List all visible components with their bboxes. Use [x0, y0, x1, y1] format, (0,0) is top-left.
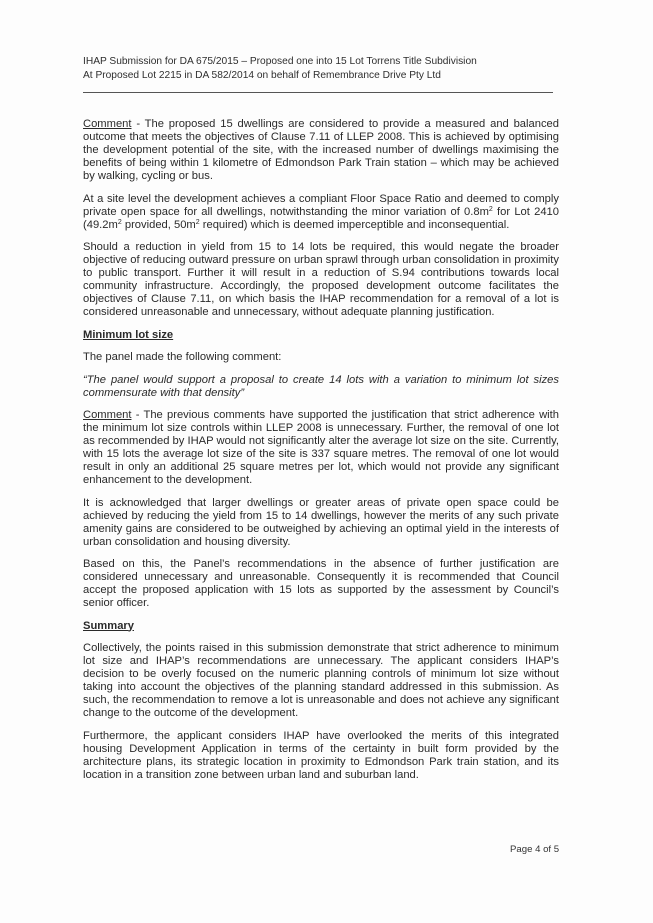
- paragraph-panel-comment: The panel made the following comment:: [83, 351, 282, 363]
- heading-minimum-lot-size: Minimum lot size: [83, 328, 174, 341]
- header-line-1: IHAP Submission for DA 675/2015 – Proposed one into 15 Lot Torrens Title Subdivision: [83, 56, 477, 67]
- header-line-2: At Proposed Lot 2215 in DA 582/2014 on behalf of Remembrance Drive Pty Ltd: [83, 69, 441, 81]
- paragraph-recommendation: Based on this, the Panel’s recommendations in the absence of further justification are considered unnecessary and unreasonable. Consequently it is recommended that Council accept the proposed application with 15 lots as supported by the assessment by Council’s senior officer.: [83, 558, 559, 609]
- paragraph-text: - The proposed 15 dwellings are considered to provide a measured and balanced outcome that meets the objectives of Clause 7.11 of LLEP 2008. This is achieved by optimising the development potential of the site, with the increased number of dwellings maximising the benefits of being within 1 kilometre of Edmondson Park Train station – which may be achieved by walking, cycling or bus.: [83, 118, 559, 182]
- document-body: [83, 118, 559, 791]
- paragraph-text: required) which is deemed imperceptible and inconsequential.: [199, 218, 510, 231]
- header-divider: [83, 92, 553, 93]
- comment-label: Comment: [83, 118, 132, 130]
- paragraph-text: provided, 50m: [121, 218, 196, 231]
- page-header: [83, 55, 553, 82]
- paragraph-yield-reduction: Should a reduction in yield from 15 to 14 lots be required, this would negate the broader objective of reducing outward pressure on urban sprawl through urban consolidation in proximity to public transport. Further it will result in a reduction of S.94 contributions towards local community infrastructure. Accordingly, the proposed development outcome facilitates the objectives of Clause 7.11, on which basis the IHAP recommendation for a removal of a lot is considered unreasonable and unnecessary, without adequate planning justification.: [83, 241, 559, 318]
- paragraph-larger-dwellings: It is acknowledged that larger dwellings or greater areas of private open space could be achieved by reducing the yield from 15 to 14 dwellings, however the merits of any such private amenity gains are considered to be outweighed by achieving an optimal yield in the interests of urban consolidation and housing diversity.: [83, 496, 559, 548]
- paragraph-comment-2: [83, 409, 559, 487]
- paragraph-site-level: [83, 193, 559, 232]
- paragraph-text: for Lot 2410 (49.2m: [83, 205, 559, 231]
- panel-quote: “The panel would support a proposal to create 14 lots with a variation to minimum lot sizes commensurate with that density”: [83, 373, 559, 399]
- paragraph-text: At a site level the development achieves a compliant Floor Space Ratio and deemed to comply private open space for all dwellings, notwithstanding the minor variation of 0.8m: [83, 192, 559, 218]
- paragraph-furthermore: Furthermore, the applicant considers IHAP have overlooked the merits of this integrated housing Development Application in terms of the certainty in built form provided by the architecture plans, its strategic location in proximity to Edmondson Park train station, and its location in a transition zone between urban land and suburban land.: [83, 729, 559, 781]
- comment-label: Comment: [83, 409, 132, 421]
- paragraph-comment-1: [83, 118, 559, 183]
- superscript: 2: [195, 218, 200, 226]
- paragraph-summary: Collectively, the points raised in this submission demonstrate that strict adherence to minimum lot size and IHAP’s recommendations are unnecessary. The applicant considers IHAP’s decision to be overly focused on the numeric planning controls of minimum lot size without taking into account the objectives of the planning standard addressed in this submission. As such, the recommendation to remove a lot is unreasonable and does not achieve any significant change to the outcome of the development.: [83, 642, 559, 719]
- superscript: 2: [488, 205, 493, 213]
- paragraph-text: - The previous comments have supported the justification that strict adherence with the minimum lot size controls within LLEP 2008 is unnecessary. Further, the removal of one lot as recommended by IHAP would not significantly alter the average lot size on the site. Currently, with 15 lots the average lot size of the site is 337 square metres. The removal of one lot would result in only an additional 25 square metres per lot, which would not provide any significant enhancement to the development.: [83, 409, 559, 486]
- superscript: 2: [117, 218, 122, 226]
- page-number: Page 4 of 5: [510, 844, 560, 855]
- heading-summary: Summary: [83, 619, 134, 632]
